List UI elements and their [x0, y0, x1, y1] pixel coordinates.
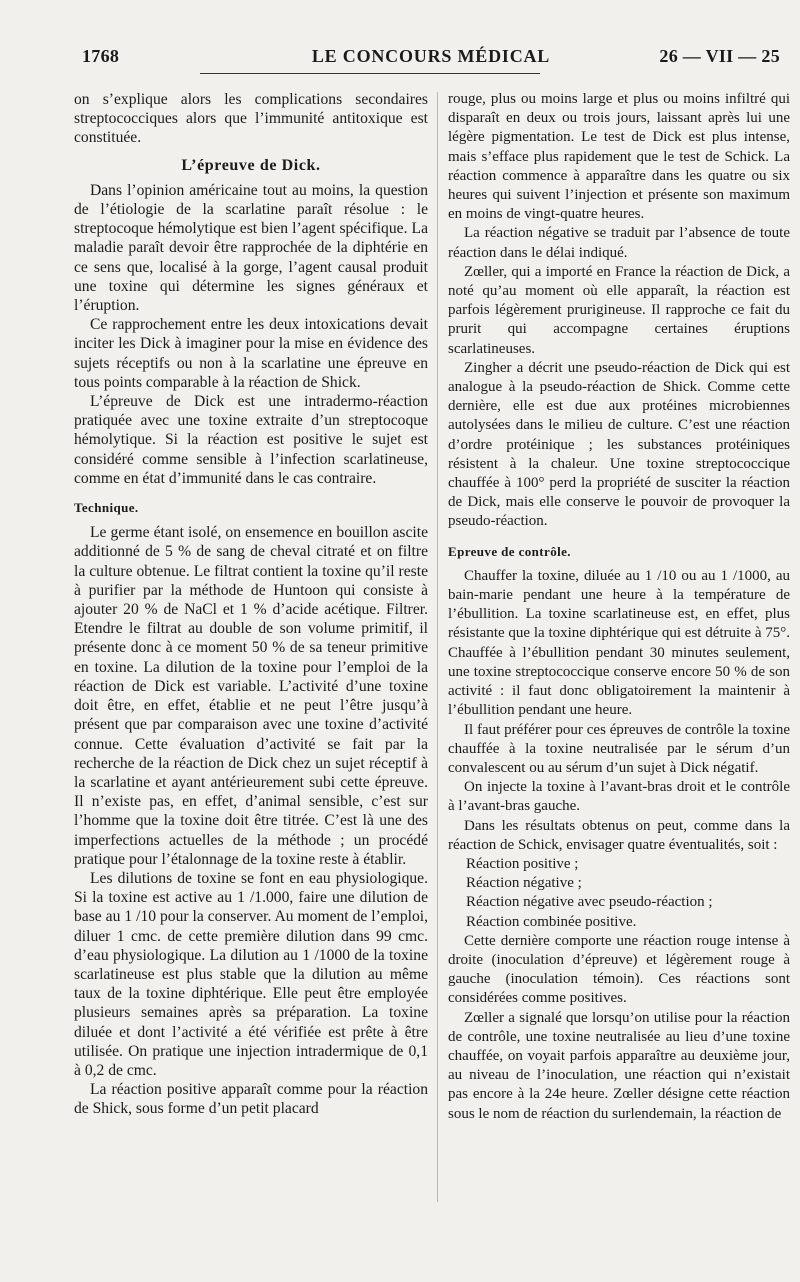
- paragraph: rouge, plus ou moins large et plus ou moins infiltré qui disparaît en deux ou trois jours, laissant après lui une légère pigmentation. Le test de Dick est plus intense, mais s’efface plus rapidement que le test de Schick. La réaction commence à apparaître dans les quatre ou six heures qui suivent l’injection et présente son maximum en moins de vingt-quatre heures.: [448, 91, 790, 223]
- right-column: [448, 90, 790, 1124]
- paragraph: La réaction positive apparaît comme pour la réaction de Shick, sous forme d’un petit placard: [74, 1081, 428, 1118]
- list-item: Réaction négative avec pseudo-réaction ;: [466, 894, 713, 911]
- paragraph: Les dilutions de toxine se font en eau physiologique. Si la toxine est active au 1 /1.000, faire une dilution de base au 1 /10 pour la conserver. Au moment de l’emploi, diluer 1 cmc. de cette première dilution dans 99 cmc. d’eau physiologique. La dilution au 1 /1000 de la toxine scarlatineuse est plus stable que la dilution au même taux de la toxine diphtérique. Elle peut être employée plusieurs semaines après sa préparation. La toxine diluée et dont l’activité a été vérifiée est prête à être utilisée. On pratique une injection intradermique de 0,1 à 0,2 de cmc.: [74, 869, 428, 1079]
- paragraph: Il faut préférer pour ces épreuves de contrôle la toxine chauffée à la toxine neutralisée par le sérum d’un convalescent ou au sérum d’un sujet à Dick négatif.: [448, 721, 790, 776]
- paragraph: Zingher a décrit une pseudo-réaction de Dick qui est analogue à la pseudo-réaction de Shick. Comme cette dernière, elle est due aux protéines microbiennes autolysées dans le milieu de culture. C’est une réaction d’ordre protéinique ; les substances protéiniques résistent à la chaleur. Une toxine streptococcique chauffée à 100° perd la propriété de susciter la réaction de Dick, mais elle conserve le pouvoir de provoquer la pseudo-réaction.: [448, 359, 790, 530]
- list-item: Réaction négative ;: [466, 875, 582, 892]
- issue-date: 26 — VII — 25: [659, 46, 780, 66]
- paragraph: Dans l’opinion américaine tout au moins, la question de l’étiologie de la scarlatine paraît résolue : le streptocoque hémolytique est bien l’agent spécifique. La maladie paraît devoir être rapprochée de la diphtérie en ce sens que, localisé à la gorge, l’agent causal produit une toxine qui détermine les signes généraux et l’éruption.: [74, 181, 428, 315]
- page-number: 1768: [82, 46, 120, 66]
- paragraph: L’épreuve de Dick est une intradermo-réaction pratiquée avec une toxine extraite d’un streptocoque hémolytique. Si la réaction est positive le sujet est considéré comme sensible à l’infection scarlatineuse, comme en état d’immunité dans le cas contraire.: [74, 393, 428, 487]
- list-item: Réaction positive ;: [466, 855, 579, 872]
- section-heading-dick: L’épreuve de Dick.: [181, 156, 321, 174]
- paragraph: Zœller, qui a importé en France la réaction de Dick, a noté qu’au moment où elle apparaît, la réaction est parfois légèrement prurigineuse. Il rapproche ce fait du prurit qui accompagne certaines éruptions scarlatineuses.: [448, 263, 790, 357]
- journal-title: LE CONCOURS MÉDICAL: [311, 46, 551, 66]
- list-item: Réaction combinée positive.: [466, 913, 637, 930]
- paragraph: Chauffer la toxine, diluée au 1 /10 ou au 1 /1000, au bain-marie pendant une heure à la température de l’ébullition. La toxine scarlatineuse est, en effet, plus résistante que la toxine diphtérique qui est détruite à 75°. Chauffée à l’ébullition pendant 30 minutes seulement, une toxine streptococcique conserve encore 50 % de son activité : il faut donc obligatoirement la maintenir à l’ébullition pendant une heure.: [448, 567, 790, 719]
- paragraph: on s’explique alors les complications secondaires streptococciques alors que l’immunité antitoxique est constituée.: [74, 91, 428, 147]
- subheading-controle: Epreuve de contrôle.: [448, 543, 571, 559]
- paragraph: La réaction négative se traduit par l’absence de toute réaction dans le délai indiqué.: [448, 225, 790, 261]
- paragraph: Le germe étant isolé, on ensemence en bouillon ascite additionné de 5 % de sang de cheval citraté et on filtre la culture obtenue. Le filtrat contient la toxine qu’il reste à purifier par la méthode de Huntoon qui consiste à ajouter 20 % de NaCl et 1 % d’acide acétique. Filtrer. Etendre le filtrat au double de son volume primitif, il présente donc à ce moment 50 % de sa teneur primitive en toxine. La dilution de la toxine pour l’emploi de la réaction de Dick est variable. L’activité d’une toxine doit être, en effet, établie et ne peut l’être jusqu’à présent que par comparaison avec une toxine d’activité connue. Cette évaluation d’activité se fait par la recherche de la réaction de Dick chez un sujet réceptif à la scarlatine et ayant antérieurement subi cette épreuve. Il n’existe pas, en effet, d’animal sensible, c’est sur l’homme que la toxine doit être titrée. C’est là une des imperfections actuelles de la méthode ; un procédé pratique pour l’étalonnage de la toxine reste à établir.: [74, 524, 428, 868]
- paragraph: Dans les résultats obtenus on peut, comme dans la réaction de Schick, envisager quatre éventualités, soit :: [448, 817, 790, 853]
- column-divider: [437, 92, 438, 1202]
- paragraph: Ce rapprochement entre les deux intoxications devait inciter les Dick à imaginer pour la mise en évidence des sujets réceptifs ou non à la scarlatine une épreuve en tous points comparable à la réaction de Shick.: [74, 316, 428, 391]
- paragraph: Zœller a signalé que lorsqu’on utilise pour la réaction de contrôle, une toxine neutralisée au lieu d’une toxine chauffée, on voyait parfois apparaître au deuxième jour, au niveau de l’inoculation, une réaction qui n’existait pas encore à la 24e heure. Zœller désigne cette réaction sous le nom de réaction du surlendemain, la réaction de: [448, 1009, 790, 1122]
- paragraph: Cette dernière comporte une réaction rouge intense à droite (inoculation d’épreuve) et légèrement rouge à gauche (inoculation témoin). Ces réactions sont considérées comme positives.: [448, 932, 790, 1007]
- subheading-technique: Technique.: [74, 500, 139, 516]
- page-header: [82, 46, 780, 74]
- header-rule: [200, 73, 540, 74]
- left-column: [74, 90, 428, 1119]
- paragraph: On injecte la toxine à l’avant-bras droit et le contrôle à l’avant-bras gauche.: [448, 779, 790, 815]
